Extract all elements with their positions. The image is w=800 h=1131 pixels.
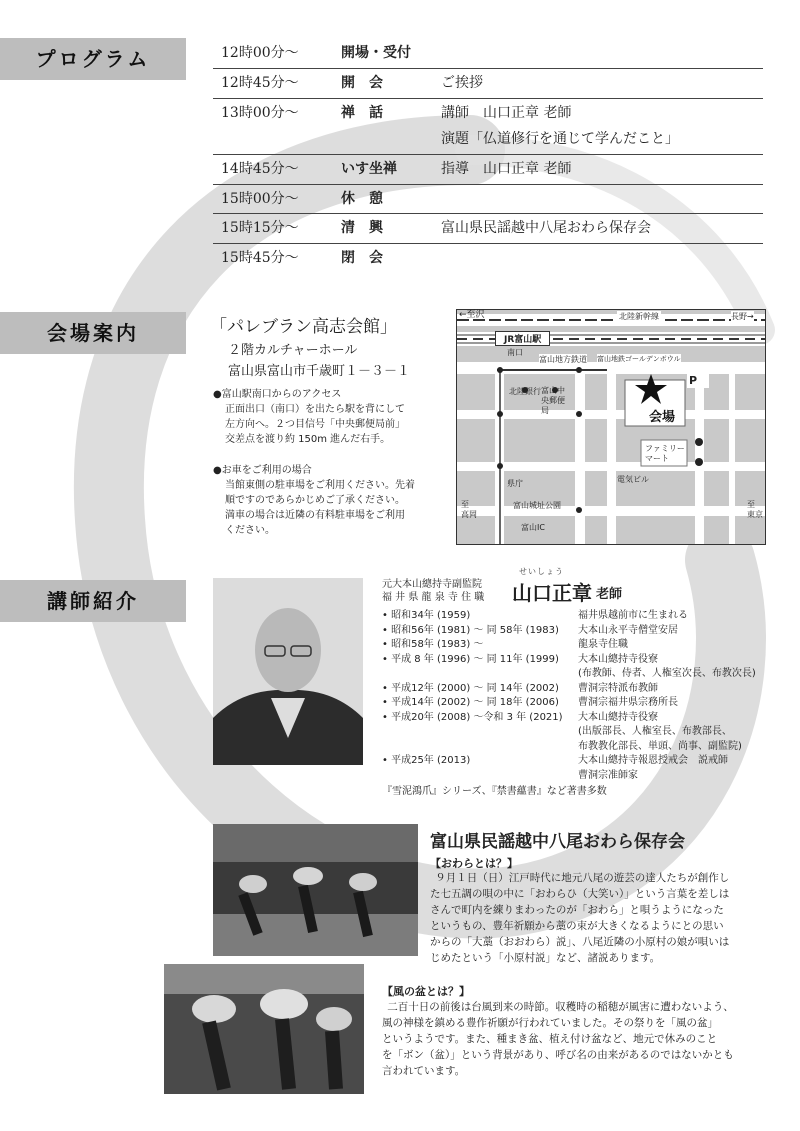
- career-row: [382, 682, 772, 697]
- program-time: 15時00分～: [221, 191, 299, 207]
- career-date: • 昭和56年 (1981) ～ 同 58年 (1983): [382, 624, 559, 636]
- program-row: [213, 243, 763, 273]
- career-date: • 平成20年 (2008) ～令和 3 年 (2021): [382, 711, 563, 723]
- career-text: 大本山總持寺役寮: [578, 711, 658, 723]
- career-row: [382, 725, 772, 740]
- map-label-venue: 会場: [649, 410, 676, 425]
- career-text: 福井県越前市に生まれる: [578, 610, 688, 621]
- career-text: (出版部長、人権室長、布教部長、: [578, 726, 732, 737]
- career-date: • 昭和58年 (1983) ～: [382, 639, 484, 650]
- career-row: [382, 740, 772, 755]
- program-desc: ご挨拶: [441, 75, 483, 91]
- program-time: 14時45分～: [221, 161, 299, 177]
- owara-photo-2: [164, 964, 364, 1094]
- program-time: 15時45分～: [221, 250, 299, 266]
- map-label-ic: 富山IC: [521, 523, 545, 532]
- career-date: [382, 725, 578, 740]
- access-line: 交差点を渡り約 150m 進んだ右手。: [225, 434, 391, 445]
- program-time: 15時15分～: [221, 220, 299, 236]
- map-label-mart: ファミリーマート: [645, 444, 685, 463]
- paragraph-line: 風の神様を鎮める豊作祈願が行われていました。その祭りを「風の盆」: [382, 1017, 718, 1029]
- paragraph-line: 言われています。: [382, 1065, 466, 1077]
- career-row: [382, 754, 772, 769]
- owara-kaze-text: [382, 999, 772, 1079]
- career-date: • 平成14年 (2002) ～ 同 18年 (2006): [382, 697, 559, 708]
- career-date: • 平成 8 年 (1996) ～ 同 11年 (1999): [382, 653, 559, 665]
- map-label-south-exit: 南口: [507, 348, 523, 357]
- paragraph-line: 二百十日の前後は台風到来の時節。収穫時の稲穂が風害に遭わないよう、: [387, 1001, 734, 1013]
- map-label-right-to: 至 東京: [747, 500, 763, 519]
- program-heading: プログラム: [0, 38, 186, 80]
- lecturer-books: 『雪泥鴻爪』シリーズ、『禁書蘊書』など著書多数: [382, 786, 607, 797]
- venue-name: 「パレブラン高志会館」: [210, 317, 397, 337]
- paragraph-line: さんで町内を練りまわったのが「おわら」と唄うようになった: [430, 904, 724, 916]
- car-info: [213, 463, 453, 538]
- lecturer-title-1: 元大本山總持寺副監院: [382, 579, 482, 590]
- lecturer-name: 山口正章: [512, 581, 592, 605]
- paragraph-line: じめたという「小原村説」など、諸説あります。: [430, 952, 661, 964]
- career-row: [382, 609, 772, 624]
- program-item: 開 会: [341, 75, 383, 91]
- program-time: 12時45分～: [221, 75, 299, 91]
- map-label-prefecture: 県庁: [507, 479, 523, 488]
- lecturer-heading: 講師紹介: [0, 580, 186, 622]
- paragraph-line: た七五調の唄の中に「おわらひ（大笑い）」という言葉を差しは: [430, 888, 730, 900]
- paragraph-line: というもの、豊年祈願から藁の束が大きくなるようにとの思い: [430, 920, 724, 932]
- career-row: [382, 638, 772, 653]
- lecturer-titles: [382, 578, 484, 604]
- map-label-bank: 北陸銀行: [509, 387, 541, 396]
- career-text: 布教教化部長、単頭、尚事、副監院): [578, 740, 742, 752]
- career-date: • 平成12年 (2000) ～ 同 14年 (2002): [382, 682, 559, 694]
- career-text: 大本山總持寺役寮: [578, 653, 658, 665]
- program-row: [213, 38, 763, 69]
- program-time: 13時00分～: [221, 105, 299, 121]
- access-info: [213, 387, 453, 447]
- career-row: [382, 769, 772, 784]
- map-label-denki: 電気ビル: [617, 475, 649, 484]
- program-item: 開場・受付: [341, 45, 411, 61]
- career-date: [382, 667, 578, 682]
- lecturer-honorific: 老師: [596, 587, 623, 602]
- career-date: • 昭和34年 (1959): [382, 610, 471, 621]
- career-date: [382, 769, 578, 784]
- career-row: [382, 696, 772, 711]
- owara-photo-1: [213, 824, 418, 956]
- venue-floor: ２階カルチャーホール: [228, 343, 358, 358]
- career-list: [382, 609, 772, 783]
- owara-kaze-heading: 【風の盆とは？】: [382, 985, 470, 998]
- career-row: [382, 667, 772, 682]
- program-item: 休 憩: [341, 191, 383, 207]
- lecturer-title-2: 福 井 県 龍 泉 寺 住 職: [382, 592, 485, 603]
- career-text: 曹洞宗准師家: [578, 769, 638, 781]
- lecturer-photo: [213, 578, 363, 765]
- program-row: [213, 154, 763, 185]
- access-title: ●富山駅南口からのアクセス: [213, 389, 342, 400]
- program-desc-2: 演題「仏道修行を通じて学んだこと」: [441, 131, 679, 147]
- career-date: • 平成25年 (2013): [382, 755, 471, 766]
- program-row: [213, 98, 763, 155]
- access-line: 正面出口（南口）を出たら駅を背にして: [225, 404, 405, 415]
- car-line: 満車の場合は近隣の有料駐車場をご利用: [225, 510, 405, 521]
- car-line: 順ですのであらかじめご了承ください。: [225, 495, 405, 506]
- program-desc: 指導 山口正章 老師: [441, 161, 572, 177]
- paragraph-line: というようです。また、種まき盆、植え付け盆など、地元で休みのこと: [382, 1033, 718, 1045]
- career-text: 大本山總持寺報恩授戒会 説戒師: [578, 755, 728, 766]
- program-item: いす坐禅: [341, 161, 397, 177]
- owara-what-heading: 【おわらとは？】: [430, 857, 518, 870]
- career-row: [382, 624, 772, 639]
- map-label-station: JR富山駅: [495, 331, 550, 346]
- venue-heading: 会場案内: [0, 312, 186, 354]
- parking-icon: P: [689, 374, 698, 387]
- career-row: [382, 711, 772, 726]
- map-label-kanazawa: ←至沢: [459, 310, 485, 320]
- paragraph-line: からの「大藁（おおわら）説」、八尾近隣の小原村の娘が唄いは: [430, 936, 730, 948]
- career-text: 曹洞宗特派布教師: [578, 682, 658, 694]
- map-label-castle: 富山城址公園: [513, 501, 561, 510]
- access-map: [456, 309, 766, 545]
- program-time: 12時00分～: [221, 45, 299, 61]
- program-item: 禅 話: [341, 105, 383, 121]
- lecturer-ruby: せいしょう: [519, 567, 564, 576]
- program-row: [213, 68, 763, 99]
- map-label-goldenbowl: 富山地鉄ゴールデンボウル: [597, 355, 681, 363]
- career-text: 曹洞宗福井県宗務所長: [578, 697, 678, 708]
- career-row: [382, 653, 772, 668]
- career-date: [382, 740, 578, 755]
- program-desc: 富山県民謡越中八尾おわら保存会: [441, 220, 651, 236]
- career-text: 大本山永平寺僧堂安居: [578, 624, 678, 636]
- car-title: ●お車をご利用の場合: [213, 465, 312, 476]
- paragraph-line: ９月１日（日）江戸時代に地元八尾の遊芸の達人たちが創作し: [435, 872, 730, 884]
- program-item: 閉 会: [341, 250, 383, 266]
- car-line: 当館東側の駐車場をご利用ください。先着: [225, 480, 415, 491]
- map-label-nagano: 長野→: [731, 312, 754, 321]
- access-line: 左方向へ。２つ目信号「中央郵便局前」: [225, 419, 405, 430]
- career-text: 龍泉寺住職: [578, 639, 628, 650]
- map-label-left-to: 至 高岡: [461, 500, 477, 519]
- program-item: 清 興: [341, 220, 383, 236]
- program-desc: 講師 山口正章 老師: [441, 105, 572, 121]
- map-label-shinkansen: 北陸新幹線: [619, 312, 659, 321]
- paragraph-line: を「ボン（盆）」という背景があり、呼び名の由来があるのではないかとも: [382, 1049, 734, 1061]
- car-line: ください。: [225, 525, 275, 536]
- venue-address: 富山県富山市千歳町１－３－１: [228, 364, 411, 379]
- program-row: [213, 213, 763, 244]
- owara-what-text: [430, 870, 770, 966]
- map-label-post: 富山中央郵便局: [541, 386, 565, 415]
- program-row: [213, 184, 763, 214]
- owara-title: 富山県民謡越中八尾おわら保存会: [430, 832, 685, 852]
- map-label-chitetsu: 富山地方鉄道: [539, 355, 587, 364]
- career-text: (布教師、侍者、人権室次長、布教次長): [578, 668, 756, 679]
